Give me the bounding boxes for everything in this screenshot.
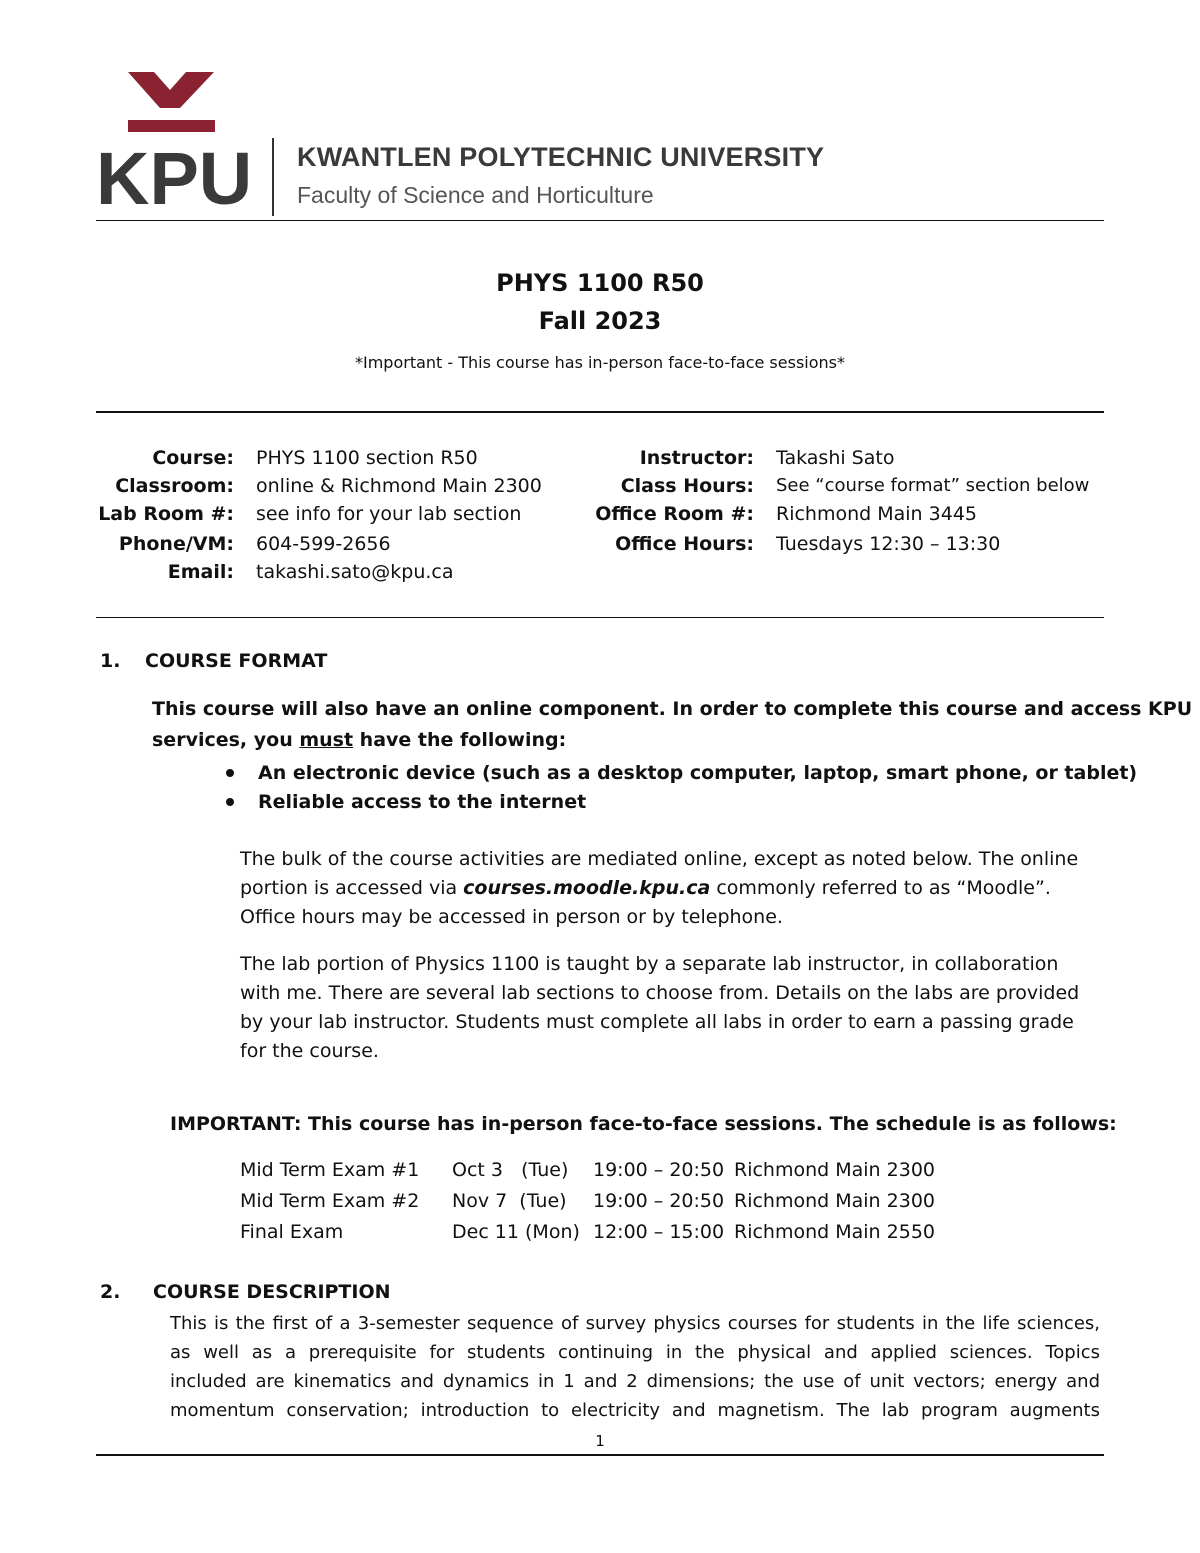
schedule-date: Dec 11 (Mon) xyxy=(452,1221,580,1243)
lab-paragraph: The lab portion of Physics 1100 is taught by a separate lab instructor, in collaboration with me. There are several lab sections to choose from. Details on the labs are provided by your lab instructor. Students must complete all labs in order to earn a passing grade for the course. xyxy=(240,953,1080,1062)
faculty-name: Faculty of Science and Horticulture xyxy=(297,182,654,208)
format-intro-line1: This course will also have an online component. In order to complete this course and access KPU xyxy=(152,698,1193,720)
section-2-title: COURSE DESCRIPTION xyxy=(153,1281,391,1303)
online-paragraph-text-a: The bulk of the course activities are mediated online, except as noted below. The online portion is accessed via xyxy=(240,848,1079,899)
schedule-event: Final Exam xyxy=(240,1221,344,1243)
schedule-event: Mid Term Exam #2 xyxy=(240,1190,420,1212)
classroom-label: Classroom: xyxy=(115,475,234,497)
format-intro-must: must xyxy=(299,729,354,751)
schedule-room: Richmond Main 2300 xyxy=(734,1190,935,1212)
description-line: as well as a prerequisite for students continuing in the physical and applied sciences. Topics xyxy=(170,1342,1100,1363)
office-room-label: Office Room #: xyxy=(595,503,754,525)
office-hours-value: Tuesdays 12:30 – 13:30 xyxy=(776,533,1001,555)
phone-label: Phone/VM: xyxy=(118,533,234,555)
header-rule xyxy=(96,220,1104,221)
kpu-logo xyxy=(96,68,256,208)
format-intro-text-a: services, you xyxy=(152,729,300,751)
important-note: *Important - This course has in-person face-to-face sessions* xyxy=(355,353,845,372)
online-paragraph xyxy=(240,845,1100,932)
kpu-logo-bar xyxy=(128,120,215,132)
email-label: Email: xyxy=(167,561,234,583)
schedule-time: 12:00 – 15:00 xyxy=(593,1221,725,1243)
schedule-time: 19:00 – 20:50 xyxy=(593,1190,725,1212)
section-2-number: 2. xyxy=(100,1281,121,1303)
bullet-icon xyxy=(226,769,234,777)
section-1-number: 1. xyxy=(100,650,121,672)
requirement-item-internet: Reliable access to the internet xyxy=(258,791,587,813)
description-line: This is the first of a 3-semester sequence of survey physics courses for students in the life sciences, xyxy=(170,1313,1100,1334)
lab-room-label: Lab Room #: xyxy=(98,503,234,525)
footer-rule xyxy=(96,1454,1104,1456)
info-top-rule xyxy=(96,411,1104,413)
description-line: included are kinematics and dynamics in 1 and 2 dimensions; the use of unit vectors; energy and xyxy=(170,1371,1100,1392)
description-line: momentum conservation; introduction to electricity and magnetism. The lab program augments xyxy=(170,1400,1100,1421)
phone-value: 604-599-2656 xyxy=(256,533,391,555)
term-title: Fall 2023 xyxy=(538,307,662,335)
instructor-label: Instructor: xyxy=(639,447,754,469)
schedule-room: Richmond Main 2300 xyxy=(734,1159,935,1181)
office-hours-label: Office Hours: xyxy=(615,533,754,555)
schedule-time: 19:00 – 20:50 xyxy=(593,1159,725,1181)
instructor-value: Takashi Sato xyxy=(776,447,895,469)
moodle-link[interactable]: courses.moodle.kpu.ca xyxy=(463,877,711,899)
info-bottom-rule xyxy=(96,617,1104,618)
email-value[interactable]: takashi.sato@kpu.ca xyxy=(256,561,454,583)
lab-room-value: see info for your lab section xyxy=(256,503,522,525)
schedule-room: Richmond Main 2550 xyxy=(734,1221,935,1243)
university-name: KWANTLEN POLYTECHNIC UNIVERSITY xyxy=(297,142,825,172)
class-hours-label: Class Hours: xyxy=(620,475,754,497)
format-intro-text-b: have the following: xyxy=(353,729,567,751)
requirement-item-device: An electronic device (such as a desktop computer, laptop, smart phone, or tablet) xyxy=(258,762,1138,784)
section-1-title: COURSE FORMAT xyxy=(145,650,328,672)
online-paragraph-text-b: commonly referred to as “Moodle”. Office hours may be accessed in person or by telephone. xyxy=(240,877,1051,928)
bullet-icon xyxy=(226,798,234,806)
course-code-title: PHYS 1100 R50 xyxy=(496,269,704,297)
schedule-event: Mid Term Exam #1 xyxy=(240,1159,420,1181)
important-schedule-heading: IMPORTANT: This course has in-person face-to-face sessions. The schedule is as follows: xyxy=(170,1113,1117,1135)
classroom-value: online & Richmond Main 2300 xyxy=(256,475,542,497)
course-label: Course: xyxy=(152,447,234,469)
header-divider xyxy=(272,138,274,216)
format-intro-line2 xyxy=(152,726,566,755)
schedule-date: Oct 3 (Tue) xyxy=(452,1159,569,1181)
page-number: 1 xyxy=(595,1432,605,1450)
schedule-date: Nov 7 (Tue) xyxy=(452,1190,567,1212)
kpu-logo-text: KPU xyxy=(96,137,253,208)
course-value: PHYS 1100 section R50 xyxy=(256,447,478,469)
office-room-value: Richmond Main 3445 xyxy=(776,503,977,525)
class-hours-value: See “course format” section below xyxy=(776,475,1090,496)
kpu-logo-chevron xyxy=(128,72,214,108)
